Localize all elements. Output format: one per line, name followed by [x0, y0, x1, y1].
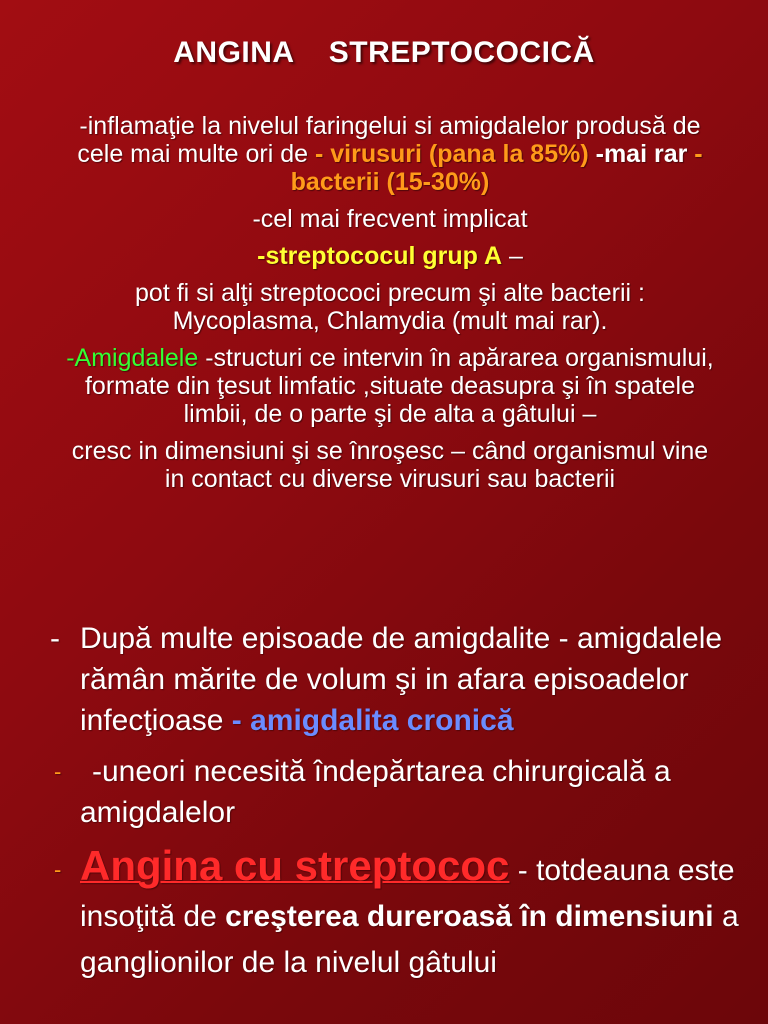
- strep-dash: -: [257, 242, 266, 270]
- bullet-marker: -: [54, 759, 62, 784]
- tonsils-highlight: -Amigdalele: [66, 344, 199, 372]
- chronic-text: După multe episoade de amigdalite - amigdalele rămân mărite de volum şi in afara episoadelor infecţioase: [80, 622, 723, 737]
- strep-angina-text: - totdeauna este insoţită de: [80, 854, 735, 933]
- paragraph-other-bacteria: pot fi si alţi streptococi precum şi alte bacterii : Mycoplasma, Chlamydia (mult mai rar).: [135, 279, 645, 335]
- strep-group-a-highlight: streptococul grup A: [265, 242, 503, 270]
- slide-title: ANGINA STREPTOCOCICĂ: [173, 36, 595, 69]
- bullet-surgery: [50, 751, 740, 833]
- bacteria-highlight: - bacterii (15-30%): [290, 140, 703, 196]
- bullet-chronic-tonsillitis: [50, 618, 740, 741]
- lymph-nodes-text: a ganglionilor de la nivelul gâtului: [80, 900, 739, 979]
- tonsils-description: -structuri ce intervin în apărarea organismului, formate din ţesut limfatic ,situate deasupra şi în spatele limbii, de o parte şi de alta a gâtului –: [84, 344, 714, 428]
- painful-growth-highlight: creşterea dureroasă în dimensiuni: [225, 900, 714, 933]
- rarely-text: -mai rar: [588, 140, 688, 168]
- paragraph-definition: [60, 112, 720, 196]
- paragraph-tonsils: [60, 344, 720, 428]
- chronic-tonsillitis-highlight: - amigdalita cronică: [231, 704, 514, 737]
- viruses-highlight: - virusuri (pana la 85%): [314, 140, 589, 168]
- intro-text-block: [60, 112, 720, 502]
- strep-trailing-dash: –: [502, 242, 523, 270]
- strep-angina-heading: Angina cu streptococ: [80, 842, 510, 889]
- bullet-strep-angina: [50, 843, 740, 986]
- bullet-marker: -: [54, 857, 62, 882]
- paragraph-strep-group: [60, 242, 720, 270]
- surgery-text: -uneori necesită îndepărtarea chirurgicală a amigdalelor: [80, 755, 671, 829]
- paragraph-enlargement: cresc in dimensiuni şi se înroşesc – când organismul vine in contact cu diverse virusuri sau bacterii: [71, 437, 709, 493]
- paragraph-most-frequent: -cel mai frecvent implicat: [252, 205, 528, 233]
- bullet-dash: -: [50, 622, 60, 655]
- definition-text: -inflamaţie la nivelul faringelui si amigdalelor produsă de cele mai multe ori de: [77, 112, 701, 168]
- bullet-list: [50, 618, 740, 996]
